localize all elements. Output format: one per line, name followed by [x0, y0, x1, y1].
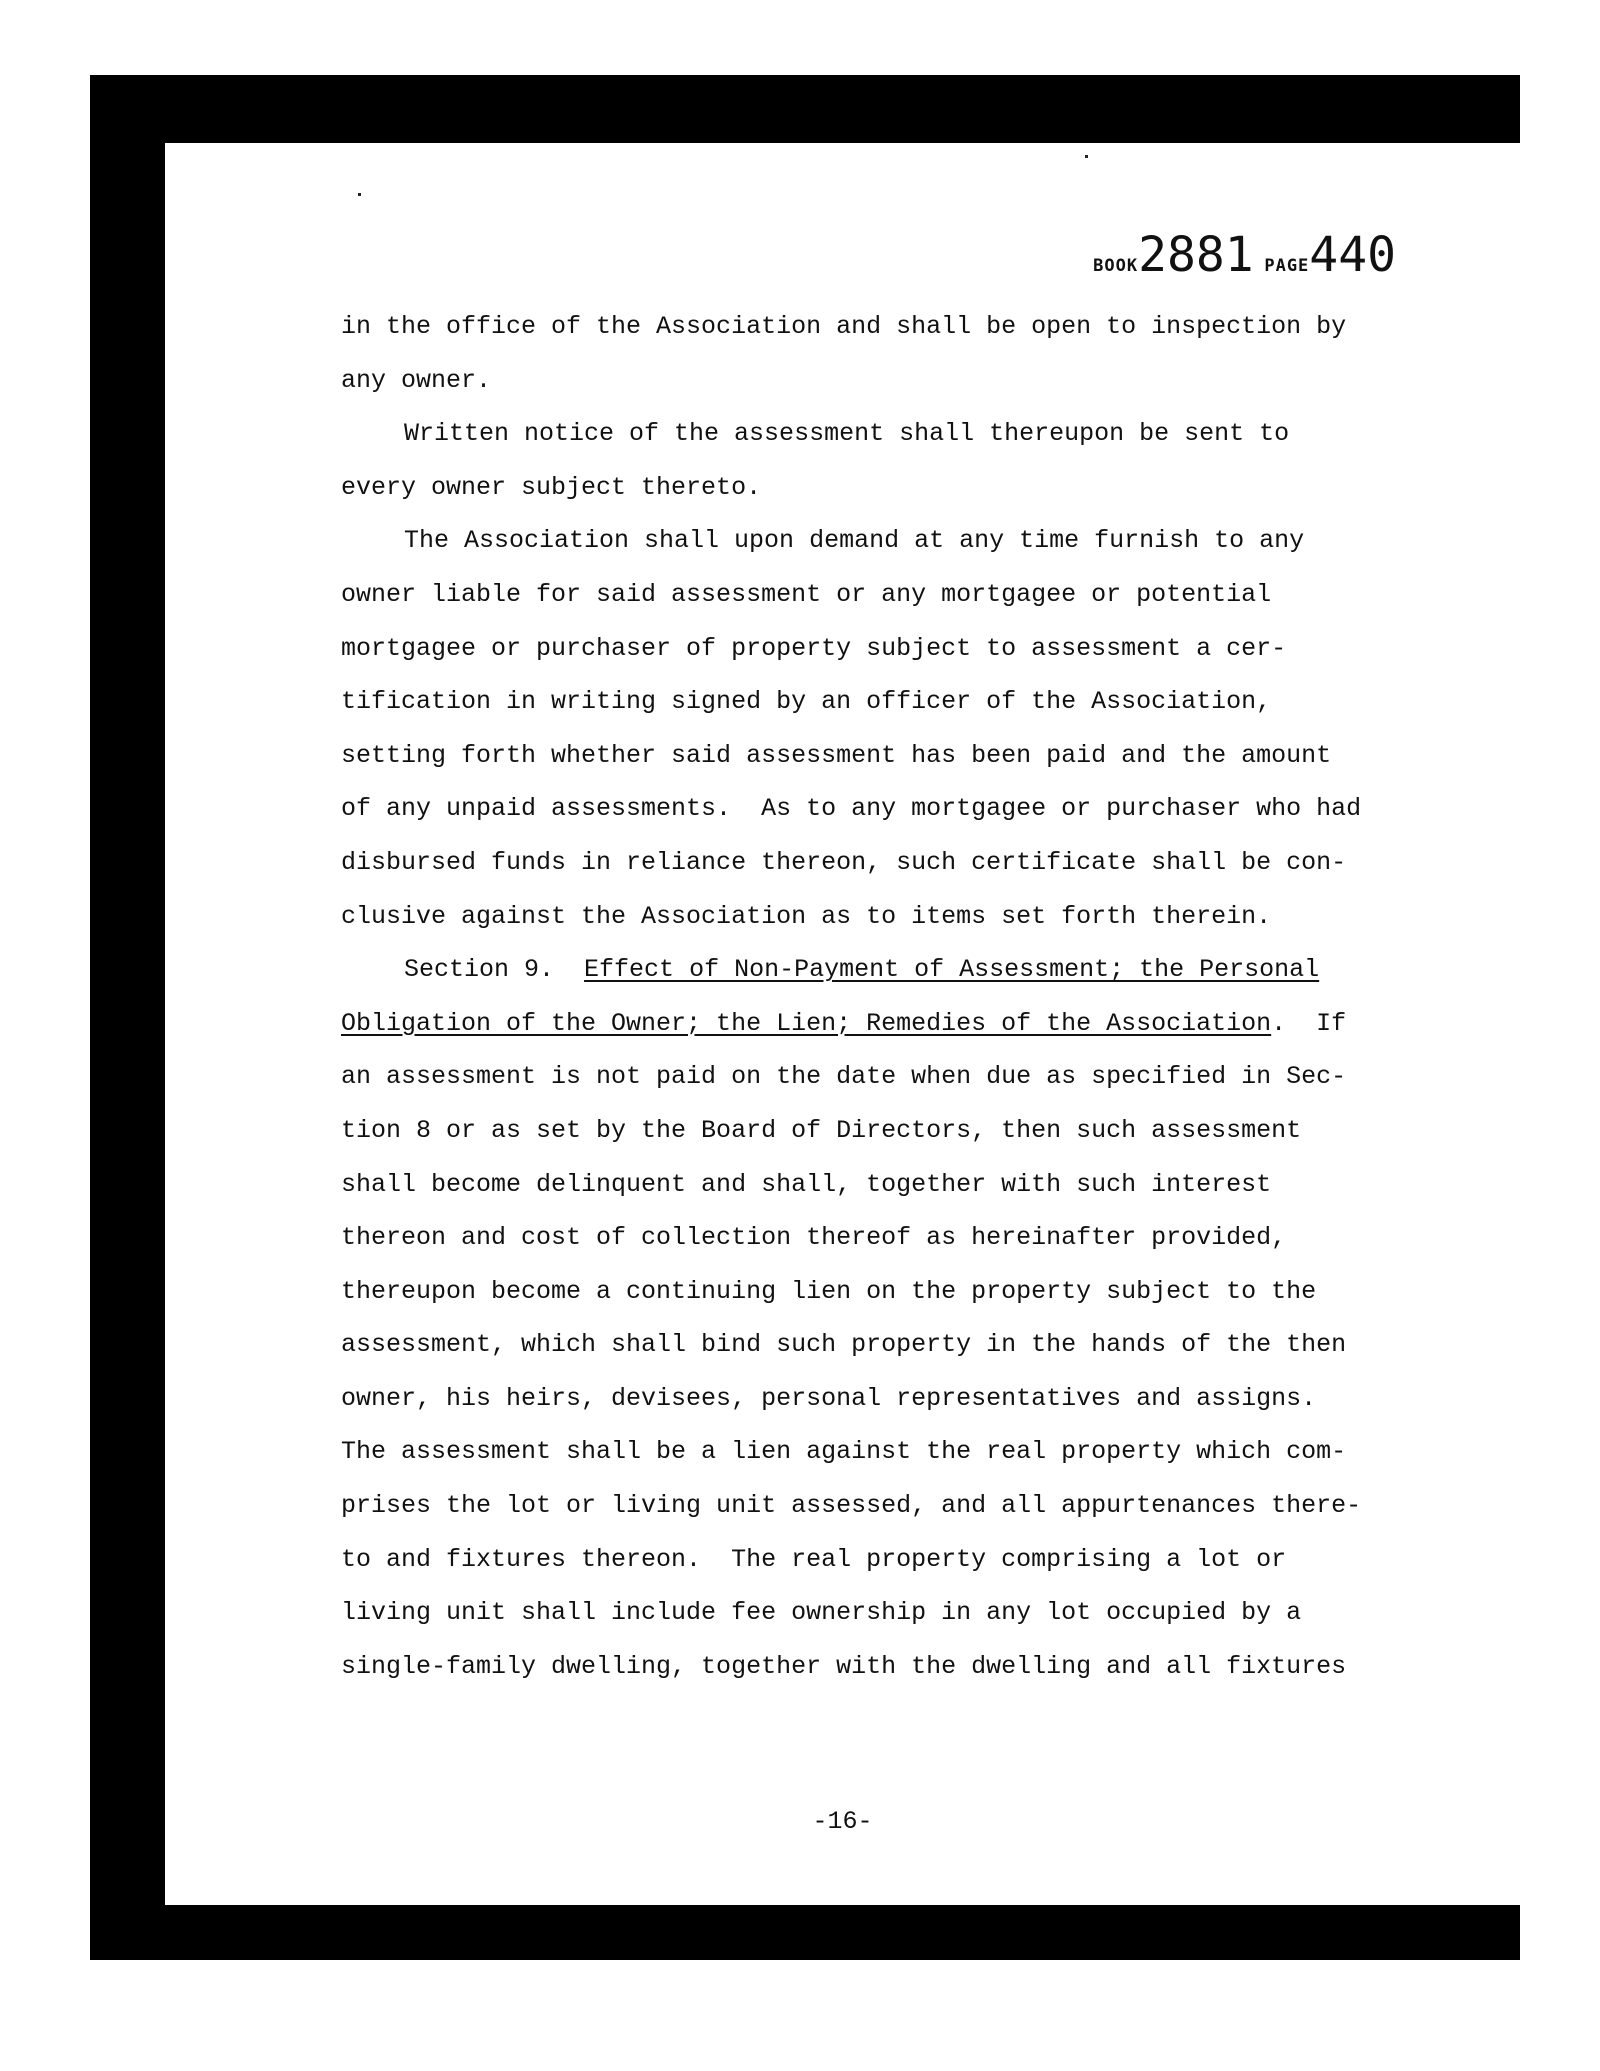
text-line: to and fixtures thereon. The real property comprising a lot or — [341, 1544, 1287, 1574]
text-line: an assessment is not paid on the date when due as specified in Sec- — [341, 1062, 1347, 1092]
text-line: clusive against the Association as to items set forth therein. — [341, 901, 1272, 931]
book-page-stamp — [1093, 227, 1396, 283]
page-number: -16- — [812, 1807, 873, 1836]
book-label: BOOK — [1093, 256, 1139, 276]
page-label: PAGE — [1264, 256, 1310, 276]
text-line: every owner subject thereto. — [341, 472, 762, 502]
text-line: The assessment shall be a lien against the real property which com- — [341, 1437, 1347, 1467]
text-line: any owner. — [341, 365, 492, 395]
text-line: shall become delinquent and shall, together with such interest — [341, 1169, 1272, 1199]
section-title: Obligation of the Owner; the Lien; Remedies of the Association — [341, 1008, 1272, 1038]
text-line: mortgagee or purchaser of property subject to assessment a cer- — [341, 633, 1287, 663]
document-page — [165, 143, 1520, 1905]
text-fragment: . If — [1271, 1008, 1347, 1038]
text-line: thereupon become a continuing lien on the property subject to the — [341, 1276, 1317, 1306]
text-line: owner, his heirs, devisees, personal representatives and assigns. — [341, 1383, 1317, 1413]
section-heading-line — [341, 943, 1421, 997]
section-title: Effect of Non-Payment of Assessment; the Personal — [584, 955, 1320, 985]
text-line: Written notice of the assessment shall thereupon be sent to — [404, 419, 1290, 449]
text-line: prises the lot or living unit assessed, and all appurtenances there- — [341, 1491, 1362, 1521]
text-line: single-family dwelling, together with the dwelling and all fixtures — [341, 1651, 1347, 1681]
document-body — [341, 300, 1421, 1693]
text-line: in the office of the Association and shall be open to inspection by — [341, 312, 1347, 341]
scan-speck — [358, 193, 361, 196]
text-line: of any unpaid assessments. As to any mortgagee or purchaser who had — [341, 794, 1362, 824]
text-line: The Association shall upon demand at any time furnish to any — [404, 526, 1305, 556]
text-line: tion 8 or as set by the Board of Directors, then such assessment — [341, 1115, 1302, 1145]
text-line: living unit shall include fee ownership in any lot occupied by a — [341, 1598, 1302, 1628]
scan-speck — [1085, 155, 1088, 158]
recorded-page-number: 440 — [1309, 227, 1396, 283]
text-line: thereon and cost of collection thereof as hereinafter provided, — [341, 1223, 1287, 1253]
section-heading-line — [341, 997, 1421, 1051]
text-line: disbursed funds in reliance thereon, such certificate shall be con- — [341, 847, 1347, 877]
section-label: Section 9. — [404, 955, 555, 985]
text-line: owner liable for said assessment or any mortgagee or potential — [341, 579, 1272, 609]
book-number: 2881 — [1138, 227, 1254, 283]
text-line: tification in writing signed by an officer of the Association, — [341, 687, 1272, 717]
text-line: assessment, which shall bind such property in the hands of the then — [341, 1330, 1347, 1360]
text-line: setting forth whether said assessment has been paid and the amount — [341, 740, 1332, 770]
